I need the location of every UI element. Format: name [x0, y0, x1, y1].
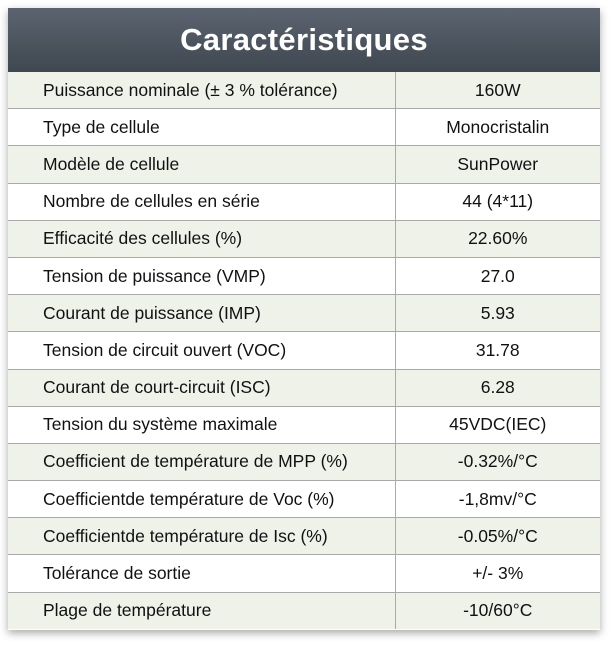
table-row	[8, 72, 600, 109]
spec-label: Modèle de cellule	[8, 146, 395, 183]
table-row	[8, 518, 600, 555]
spec-label: Type de cellule	[8, 109, 395, 146]
specifications-table	[8, 72, 600, 629]
table-header	[8, 8, 600, 72]
spec-label: Tension de circuit ouvert (VOC)	[8, 332, 395, 369]
spec-value: 27.0	[395, 257, 600, 294]
table-row	[8, 481, 600, 518]
spec-label: Tension du système maximale	[8, 406, 395, 443]
spec-value: 160W	[395, 72, 600, 109]
spec-label: Tolérance de sortie	[8, 555, 395, 592]
table-row	[8, 406, 600, 443]
spec-value: 6.28	[395, 369, 600, 406]
spec-label: Nombre de cellules en série	[8, 183, 395, 220]
specifications-table-body	[8, 72, 600, 629]
table-row	[8, 183, 600, 220]
spec-value: 31.78	[395, 332, 600, 369]
spec-label: Coefficientde température de Voc (%)	[8, 481, 395, 518]
table-row	[8, 369, 600, 406]
spec-label: Courant de puissance (IMP)	[8, 295, 395, 332]
table-row	[8, 443, 600, 480]
table-row	[8, 555, 600, 592]
spec-value: 5.93	[395, 295, 600, 332]
spec-value: +/- 3%	[395, 555, 600, 592]
table-row	[8, 332, 600, 369]
specifications-card	[8, 8, 600, 630]
table-row	[8, 146, 600, 183]
table-title: Caractéristiques	[180, 22, 428, 57]
table-row	[8, 257, 600, 294]
table-row	[8, 220, 600, 257]
table-row	[8, 109, 600, 146]
spec-label: Coefficient de température de MPP (%)	[8, 443, 395, 480]
spec-value: -1,8mv/°C	[395, 481, 600, 518]
spec-label: Courant de court-circuit (ISC)	[8, 369, 395, 406]
table-row	[8, 592, 600, 629]
spec-label: Plage de température	[8, 592, 395, 629]
spec-value: SunPower	[395, 146, 600, 183]
spec-value: Monocristalin	[395, 109, 600, 146]
spec-value: -0.05%/°C	[395, 518, 600, 555]
spec-label: Tension de puissance (VMP)	[8, 257, 395, 294]
spec-value: 45VDC(IEC)	[395, 406, 600, 443]
spec-label: Puissance nominale (± 3 % tolérance)	[8, 72, 395, 109]
spec-label: Efficacité des cellules (%)	[8, 220, 395, 257]
spec-value: 22.60%	[395, 220, 600, 257]
spec-value: -0.32%/°C	[395, 443, 600, 480]
spec-value: -10/60°C	[395, 592, 600, 629]
spec-label: Coefficientde température de Isc (%)	[8, 518, 395, 555]
table-row	[8, 295, 600, 332]
spec-value: 44 (4*11)	[395, 183, 600, 220]
